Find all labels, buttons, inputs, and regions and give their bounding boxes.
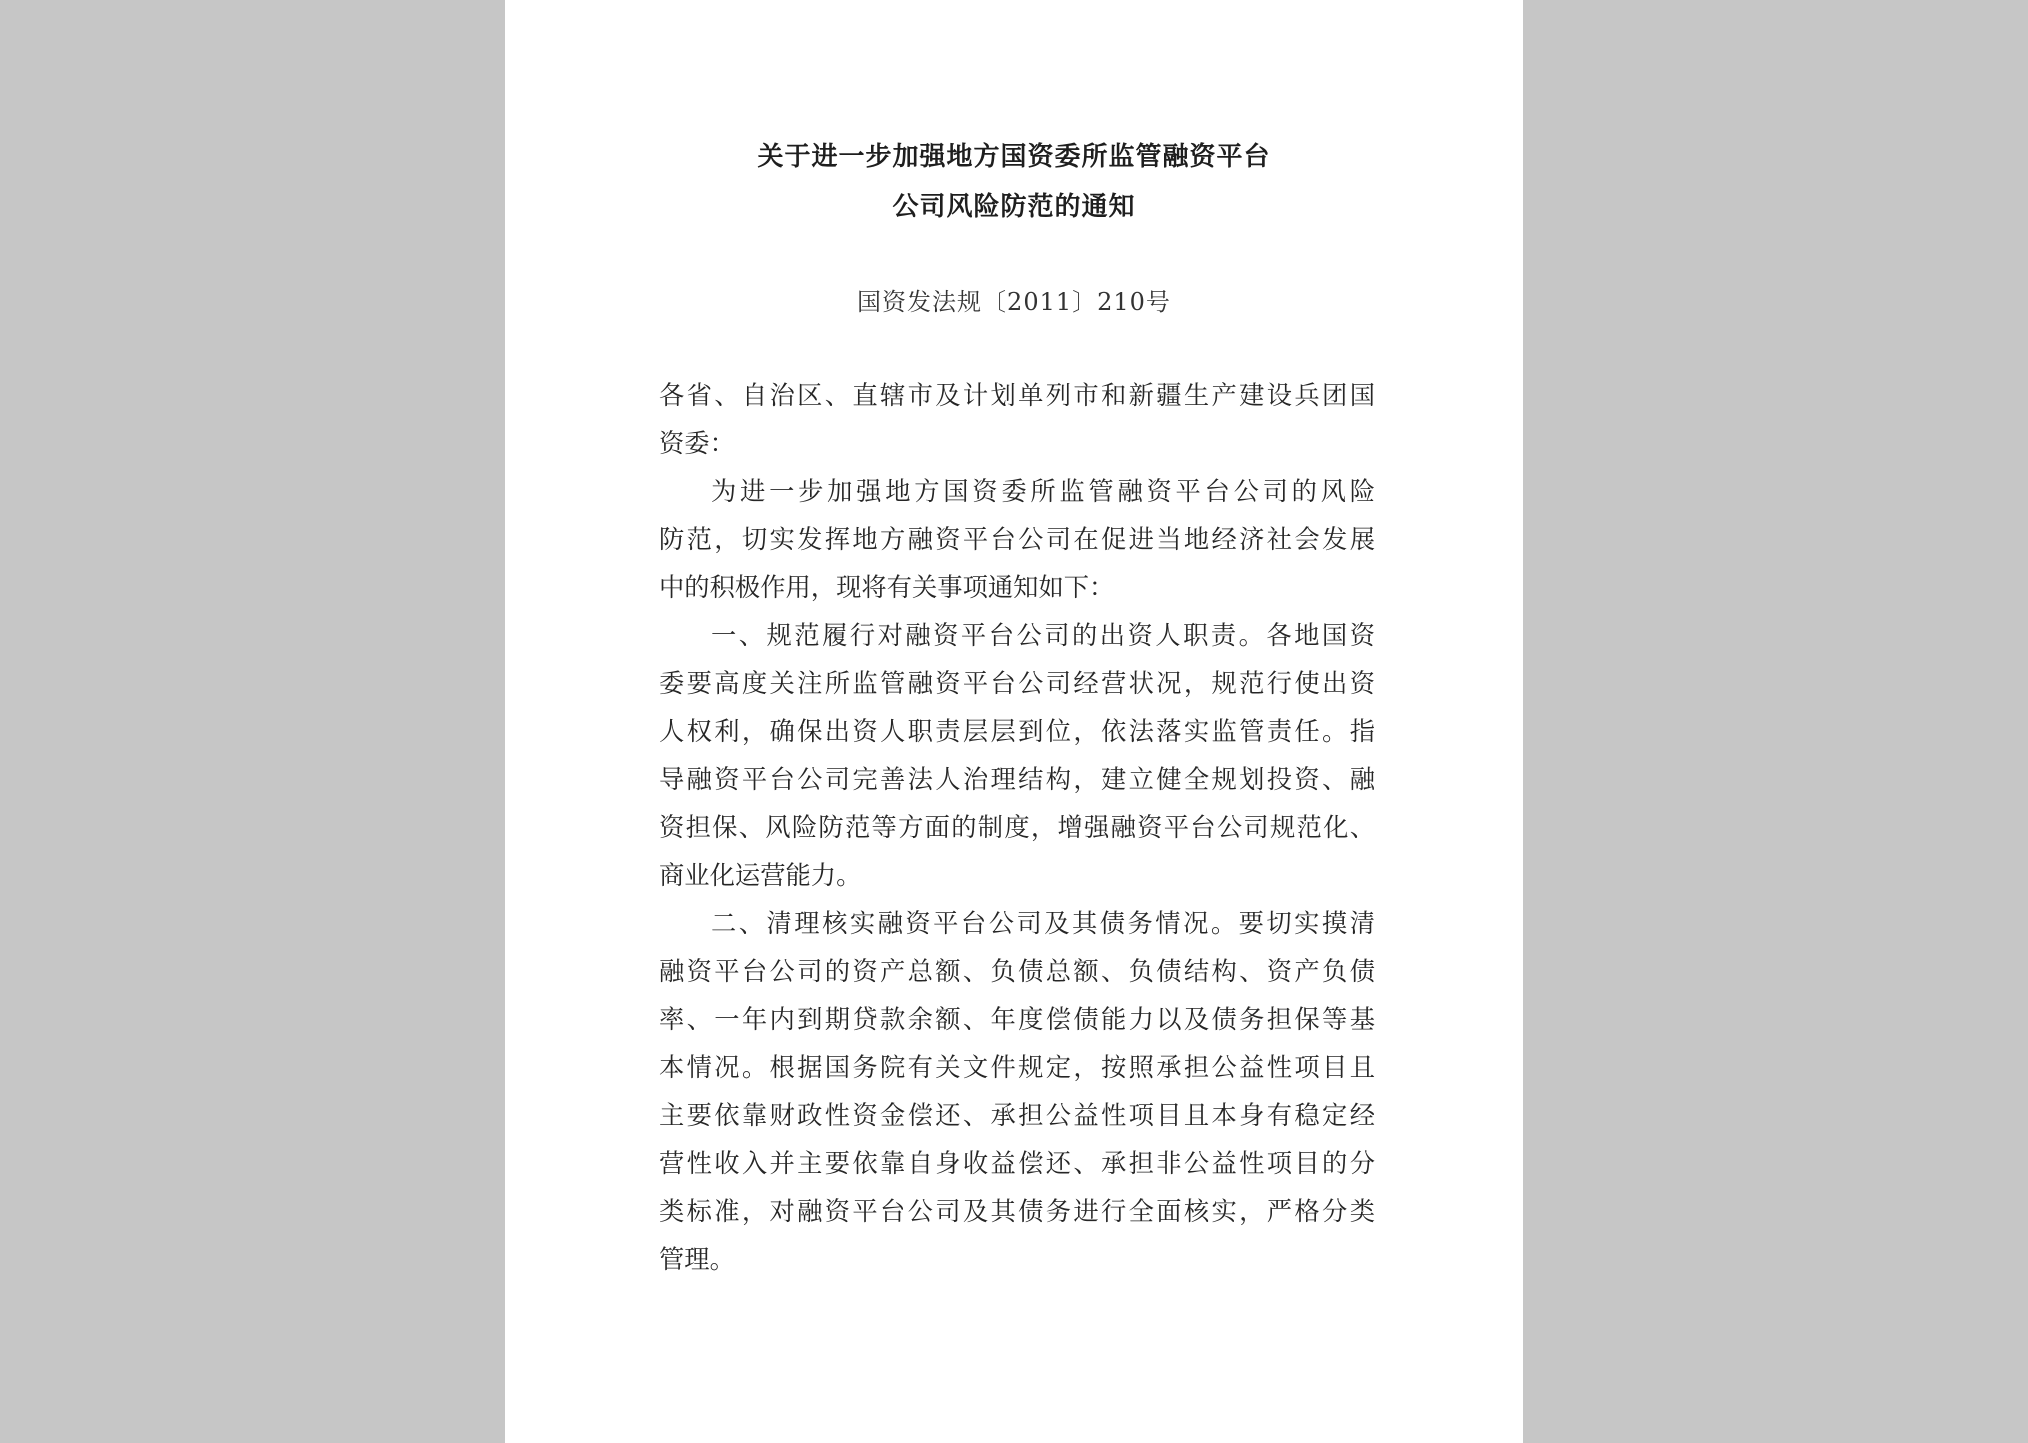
body-line: 人权利，确保出资人职责层层到位，依法落实监管责任。指 — [659, 717, 1375, 746]
body-line: 本情况。根据国务院有关文件规定，按照承担公益性项目且 — [659, 1053, 1375, 1082]
body-line: 防范，切实发挥地方融资平台公司在促进当地经济社会发展 — [659, 525, 1375, 554]
document-page — [505, 0, 1523, 1443]
body-line: 融资平台公司的资产总额、负债总额、负债结构、资产负债 — [659, 957, 1375, 986]
body-line: 委要高度关注所监管融资平台公司经营状况，规范行使出资 — [659, 669, 1375, 698]
document-body — [659, 372, 1375, 1284]
body-line: 一、规范履行对融资平台公司的出资人职责。各地国资 — [711, 621, 1375, 650]
body-line: 为进一步加强地方国资委所监管融资平台公司的风险 — [711, 477, 1375, 506]
document-number: 国资发法规〔2011〕210号 — [857, 288, 1171, 316]
body-line: 主要依靠财政性资金偿还、承担公益性项目且本身有稳定经 — [659, 1101, 1375, 1130]
body-line: 类标准，对融资平台公司及其债务进行全面核实，严格分类 — [659, 1197, 1375, 1226]
body-line: 各省、自治区、直辖市及计划单列市和新疆生产建设兵团国 — [659, 381, 1375, 410]
body-line: 营性收入并主要依靠自身收益偿还、承担非公益性项目的分 — [659, 1149, 1375, 1178]
document-title-line-1: 关于进一步加强地方国资委所监管融资平台 — [757, 142, 1271, 172]
body-line: 资委： — [659, 429, 735, 458]
body-line: 商业化运营能力。 — [659, 861, 862, 890]
document-title-line-2: 公司风险防范的通知 — [892, 192, 1136, 222]
body-line: 二、清理核实融资平台公司及其债务情况。要切实摸清 — [711, 909, 1375, 938]
body-line: 导融资平台公司完善法人治理结构，建立健全规划投资、融 — [659, 765, 1375, 794]
body-line: 中的积极作用，现将有关事项通知如下： — [659, 573, 1115, 602]
body-line: 管理。 — [659, 1245, 735, 1274]
body-line: 资担保、风险防范等方面的制度，增强融资平台公司规范化、 — [659, 813, 1375, 842]
body-line: 率、一年内到期贷款余额、年度偿债能力以及债务担保等基 — [659, 1005, 1375, 1034]
